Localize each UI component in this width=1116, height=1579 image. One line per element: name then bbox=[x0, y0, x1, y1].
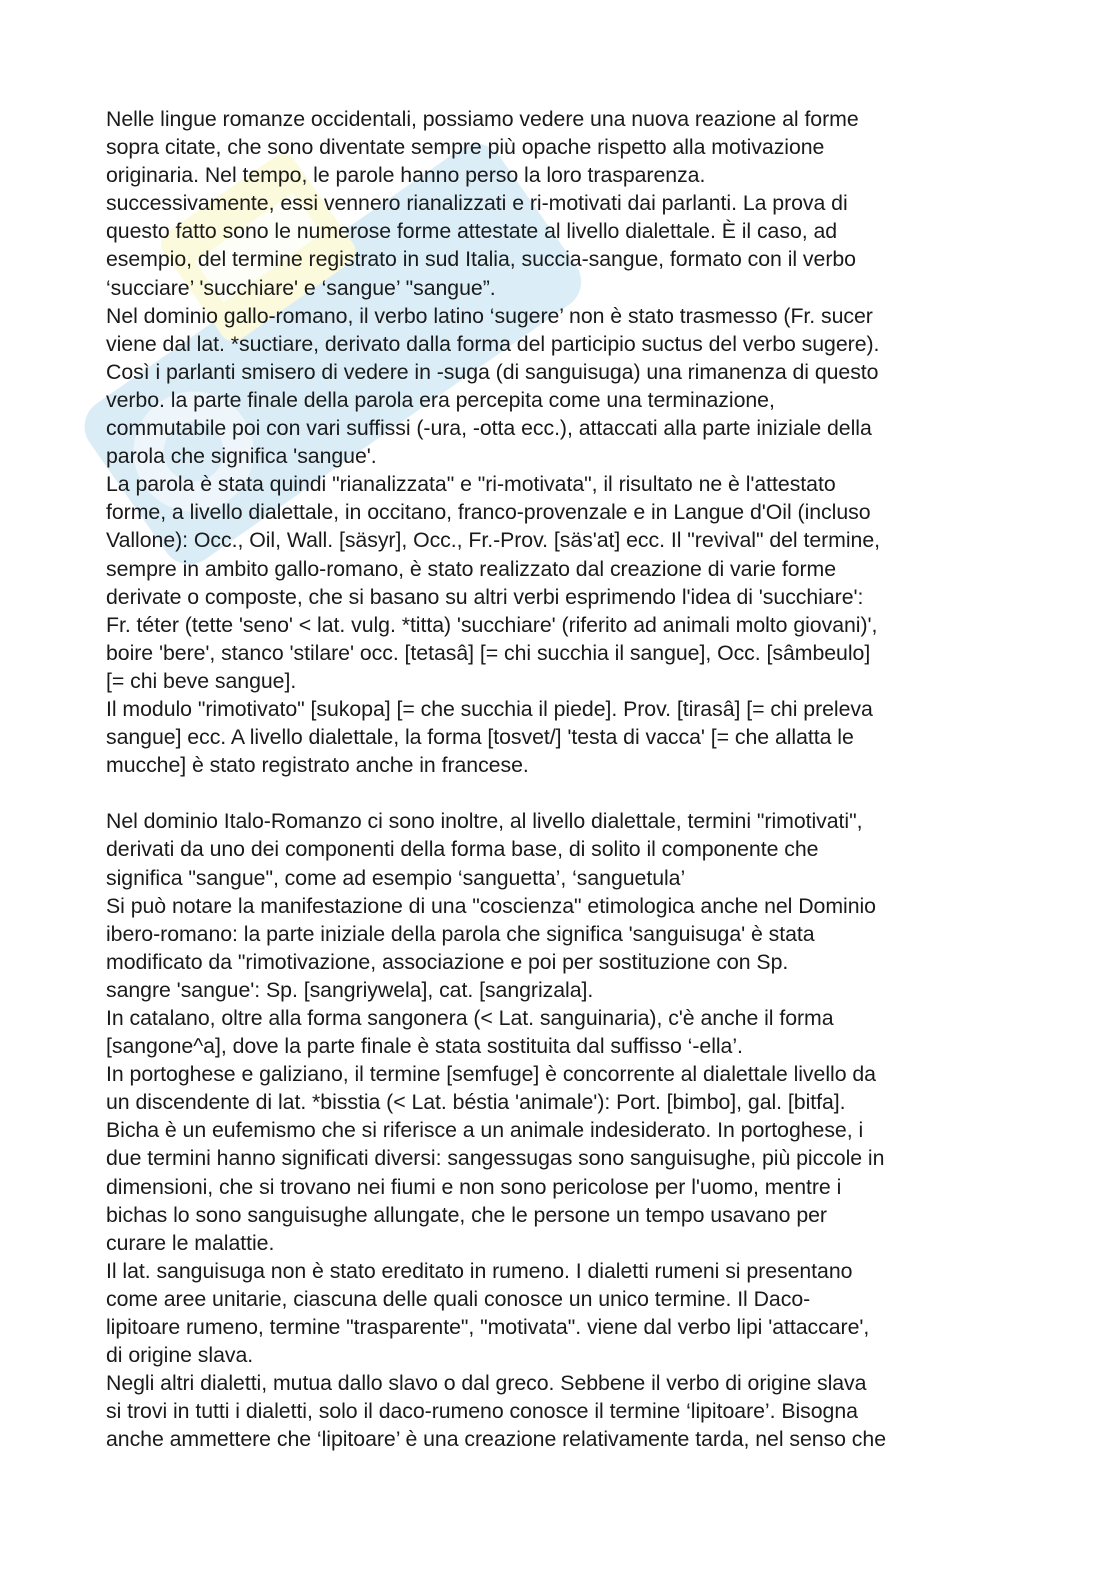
text-line: Si può notare la manifestazione di una "coscienza" etimologica anche nel Dominio bbox=[106, 893, 876, 918]
text-line: modificato da "rimotivazione, associazione e poi per sostituzione con Sp. bbox=[106, 949, 789, 974]
text-line: parola che significa 'sangue'. bbox=[106, 444, 377, 469]
text-line: boire 'bere', stanco 'stilare' occ. [tetasâ] [= chi succhia il sangue], Occ. [sâmbeulo] bbox=[106, 640, 871, 665]
text-line: Così i parlanti smisero di vedere in -suga (di sanguisuga) una rimanenza di questo bbox=[106, 359, 879, 384]
text-line: Il modulo "rimotivato" [sukopa] [= che succhia il piede]. Prov. [tirasâ] [= chi preleva bbox=[106, 696, 873, 721]
text-line: bichas lo sono sanguisughe allungate, che le persone un tempo usavano per bbox=[106, 1202, 827, 1227]
text-line: Nel dominio Italo-Romanzo ci sono inoltre, al livello dialettale, termini "rimotivati", bbox=[106, 809, 863, 834]
text-line: forme, a livello dialettale, in occitano, franco-provenzale e in Langue d'Oil (incluso bbox=[106, 500, 871, 525]
text-line: sopra citate, che sono diventate sempre più opache rispetto alla motivazione bbox=[106, 135, 825, 160]
text-line: mucche] è stato registrato anche in francese. bbox=[106, 753, 529, 778]
text-line: due termini hanno significati diversi: sangessugas sono sanguisughe, più piccole in bbox=[106, 1146, 885, 1171]
text-line: questo fatto sono le numerose forme attestate al livello dialettale. È il caso, ad bbox=[106, 219, 838, 244]
text-line bbox=[106, 779, 1006, 807]
text-line: successivamente, essi vennero rianalizzati e ri-motivati dai parlanti. La prova di bbox=[106, 191, 848, 216]
text-line: si trovi in tutti i dialetti, solo il daco-rumeno conosce il termine ‘lipitoare’. Bisogna bbox=[106, 1399, 858, 1424]
text-line: sangre 'sangue': Sp. [sangriywela], cat. [sangrizala]. bbox=[106, 977, 594, 1002]
text-line: derivate o composte, che si basano su altri verbi esprimendo l'idea di 'succhiare': bbox=[106, 584, 864, 609]
text-line: In portoghese e galiziano, il termine [semfuge] è concorrente al dialettale livello da bbox=[106, 1062, 876, 1087]
text-line: originaria. Nel tempo, le parole hanno perso la loro trasparenza. bbox=[106, 163, 706, 188]
text-line: Bicha è un eufemismo che si riferisce a un animale indesiderato. In portoghese, i bbox=[106, 1118, 864, 1143]
text-line: Fr. téter (tette 'seno' < lat. vulg. *titta) 'succhiare' (riferito ad animali molto giovani)', bbox=[106, 612, 878, 637]
text-line: Nel dominio gallo-romano, il verbo latino ‘sugere’ non è stato trasmesso (Fr. sucer bbox=[106, 303, 873, 328]
text-line: commutabile poi con vari suffissi (-ura, -otta ecc.), attaccati alla parte iniziale della bbox=[106, 416, 872, 441]
text-line: verbo. la parte finale della parola era percepita come una terminazione, bbox=[106, 387, 775, 412]
text-line: Nelle lingue romanze occidentali, possiamo vedere una nuova reazione al forme bbox=[106, 107, 859, 131]
text-line: significa "sangue", come ad esempio ‘sanguetta’, ‘sanguetula’ bbox=[106, 865, 686, 890]
text-line: anche ammettere che ‘lipitoare’ è una creazione relativamente tarda, nel senso che bbox=[106, 1427, 886, 1452]
text-line: [= chi beve sangue]. bbox=[106, 668, 297, 693]
text-line: dimensioni, che si trovano nei fiumi e non sono pericolose per l'uomo, mentre i bbox=[106, 1174, 842, 1199]
text-line: come aree unitarie, ciascuna delle quali conosce un unico termine. Il Daco- bbox=[106, 1286, 811, 1311]
text-line: viene dal lat. *suctiare, derivato dalla forma del participio suctus del verbo sugere). bbox=[106, 331, 880, 356]
text-line: curare le malattie. bbox=[106, 1230, 275, 1255]
text-line: Il lat. sanguisuga non è stato ereditato in rumeno. I dialetti rumeni si presentano bbox=[106, 1258, 853, 1283]
text-line: sangue] ecc. A livello dialettale, la forma [tosvet/] 'testa di vacca' [= che allatta le bbox=[106, 725, 854, 750]
document-body bbox=[106, 105, 1006, 1454]
text-line: un discendente di lat. *bisstia (< Lat. béstia 'animale'): Port. [bimbo], gal. [bitfa]. bbox=[106, 1090, 846, 1115]
text-line: lipitoare rumeno, termine "trasparente", "motivata". viene dal verbo lipi 'attaccare', bbox=[106, 1315, 870, 1340]
text-line: Vallone): Occ., Oil, Wall. [säsyr], Occ., Fr.-Prov. [säs'at] ecc. Il "revival" del termine, bbox=[106, 528, 881, 553]
text-line: sempre in ambito gallo-romano, è stato realizzato dal creazione di varie forme bbox=[106, 556, 837, 581]
text-line: Negli altri dialetti, mutua dallo slavo o dal greco. Sebbene il verbo di origine slava bbox=[106, 1371, 867, 1396]
text-line: In catalano, oltre alla forma sangonera (< Lat. sanguinaria), c'è anche il forma bbox=[106, 1006, 834, 1030]
text-line: ibero-romano: la parte iniziale della parola che significa 'sanguisuga' è stata bbox=[106, 921, 815, 946]
text-line: La parola è stata quindi "rianalizzata" e "ri-motivata", il risultato ne è l'attestato bbox=[106, 472, 836, 497]
text-line: derivati da uno dei componenti della forma base, di solito il componente che bbox=[106, 837, 819, 862]
text-line: di origine slava. bbox=[106, 1343, 254, 1368]
text-line: esempio, del termine registrato in sud Italia, succia-sangue, formato con il verbo bbox=[106, 247, 856, 272]
text-line: [sangone^a], dove la parte finale è stata sostituita dal suffisso ‘-ella’. bbox=[106, 1034, 743, 1059]
text-line: ‘succiare’ 'succhiare' e ‘sangue’ "sangue”. bbox=[106, 275, 496, 300]
